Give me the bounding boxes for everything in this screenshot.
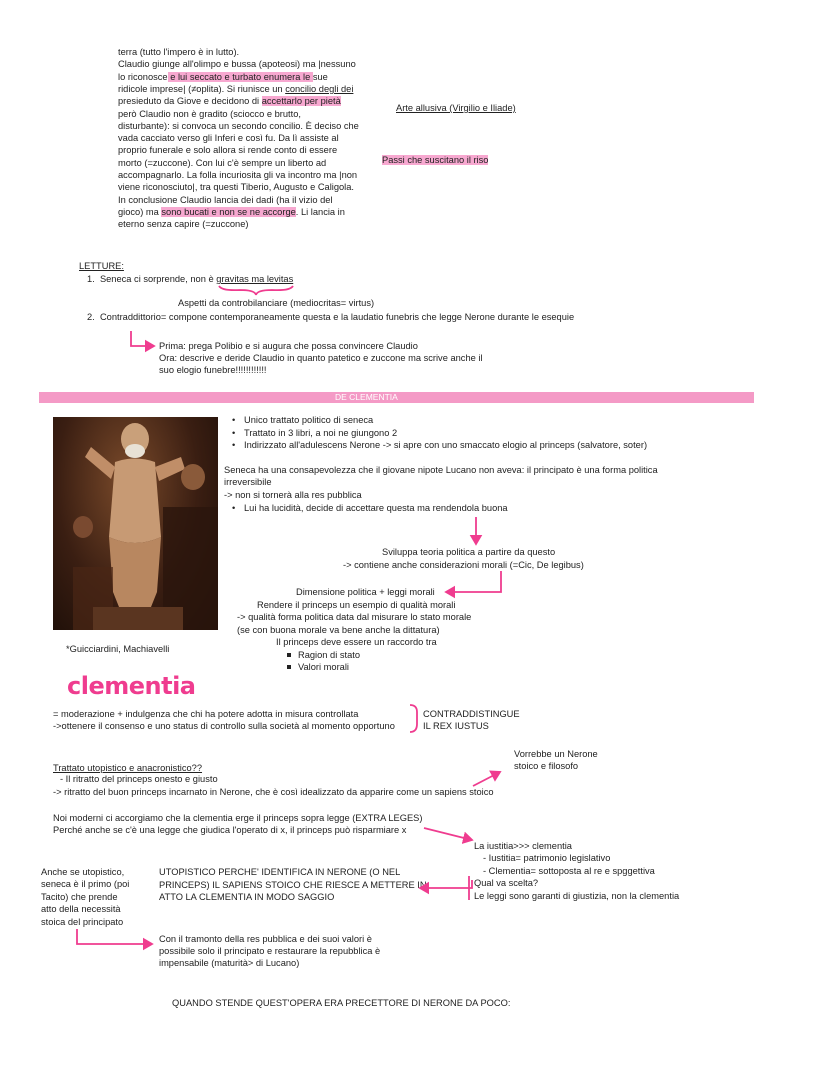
intro-line: viene riconosciuto|, tra questi Tiberio, Augusto e Caligola. (118, 182, 355, 193)
intro-line: lo riconosce e lui seccato e turbato enumera le sue (118, 71, 328, 82)
prima-ora-line-1: Prima: prega Polibio e si augura che possa convincere Claudio (159, 341, 418, 351)
letture-item-2: 2. Contraddittorio= compone contemporaneamente questa e la laudatio funebris che legge Nerone durante le esequie (87, 312, 575, 322)
arrow-iustitia (424, 828, 472, 840)
sviluppa-1: Sviluppa teoria politica a partire da questo (382, 547, 556, 557)
arrow-utopistico (420, 880, 472, 888)
intro-line: vada cacciato verso gli Inferi e così fu. Da lì assiste al (118, 133, 339, 144)
intro-line: terra (tutto l'impero è in lutto). (118, 47, 240, 57)
letture-item-1: 1. Seneca ci sorprende, non è gravitas ma levitas (87, 274, 294, 284)
raccordo-1: Ragion di stato (287, 649, 360, 662)
contraddistingue-2: IL REX IUSTUS (423, 721, 489, 731)
raccordo-2: Valori morali (287, 661, 349, 674)
intro-line: disturbante): si convoca un secondo concilio. È deciso che (118, 120, 359, 131)
anche-se-3: Tacito) che prende (41, 892, 118, 902)
anche-se-2: seneca è il primo (poi (41, 879, 130, 889)
tramonto-1: Con il tramonto della res pubblica e dei suoi valori è (159, 934, 372, 944)
trattato-line-1: - Il ritratto del princeps onesto e giusto (60, 774, 218, 784)
arrow-tramonto (77, 929, 152, 944)
lucidita-bullet: • Lui ha lucidità, decide di accettare questa ma rendendola buona (232, 503, 508, 513)
utopistico-1: UTOPISTICO PERCHE' IDENTIFICA IN NERONE (O NEL (159, 867, 401, 877)
dimensione-2: Rendere il princeps un esempio di qualità morali (257, 600, 456, 610)
moderni-2: Perché anche se c'è una legge che giudica l'operato di x, il princeps può risparmiare x (53, 825, 407, 835)
tramonto-2: possibile solo il principato e restaurare la repubblica è (159, 946, 381, 956)
anche-se-5: stoica del principato (41, 917, 124, 927)
dimensione-4: (se con buona morale va bene anche la dittatura) (237, 625, 440, 635)
intro-line: morto (=zuccone). Con lui c'è sempre un liberto ad (118, 157, 327, 168)
bullet-1: • Unico trattato politico di seneca (232, 415, 374, 425)
iustitia-1: La iustitia>>> clementia (474, 841, 572, 851)
bullet-2: • Trattato in 3 libri, a noi ne giungono 2 (232, 428, 398, 438)
consapevolezza-1: Seneca ha una consapevolezza che il giovane nipote Lucano non aveva: il principato è una forma politica (224, 465, 658, 475)
intro-line: Claudio giunge all'olimpo e bussa (apoteosi) ma |nessuno (118, 59, 356, 70)
intro-line: In conclusione Claudio lancia dei dadi (ha il vizio del (118, 194, 333, 205)
prima-ora-line-3: suo elogio funebre!!!!!!!!!!!! (159, 365, 267, 375)
guicciardini-note: *Guicciardini, Machiavelli (66, 644, 170, 654)
bullet-3: • Indirizzato all'adulescens Nerone -> si apre con uno smaccato elogio al princeps (salvatore, soter) (232, 440, 648, 450)
iustitia-3: - Clementia= sottoposta al re e spggettiva (483, 866, 655, 876)
prima-ora-line-2: Ora: descrive e deride Claudio in quanto patetico e zuccone ma scrive anche il (159, 353, 483, 363)
letture-heading: LETTURE: (79, 261, 124, 271)
intro-line: presieduto da Giove e decidono di accettarlo per pietà (118, 96, 341, 107)
banner-title: DE CLEMENTIA (335, 392, 398, 402)
anche-se-4: atto della necessità (41, 904, 121, 914)
intro-line: gioco) ma sono bucati e non se ne accorge. Li lancia in (118, 206, 345, 217)
sviluppa-2: -> contiene anche considerazioni morali (=Cic, De legibus) (343, 560, 584, 570)
tramonto-3: impensabile (maturità> di Lucano) (159, 958, 300, 968)
vorrebbe-1: Vorrebbe un Nerone (514, 749, 598, 759)
side-note-riso: Passi che suscitano il riso (382, 155, 489, 165)
iustitia-5: Le leggi sono garanti di giustizia, non la clementia (474, 891, 680, 901)
iustitia-4: Qual va scelta? (474, 878, 539, 888)
anche-se-1: Anche se utopistico, (41, 867, 125, 877)
side-note-arte: Arte allusiva (Virgilio e Iliade) (396, 103, 516, 113)
iustitia-2: - Iustitia= patrimonio legislativo (483, 853, 611, 863)
quando-line: QUANDO STENDE QUEST'OPERA ERA PRECETTORE DI NERONE DA POCO: (172, 998, 511, 1008)
dimensione-5: Il princeps deve essere un raccordo tra (276, 637, 437, 647)
brace-curly (219, 286, 293, 295)
contraddistingue-1: CONTRADDISTINGUE (423, 709, 520, 719)
utopistico-2: PRINCEPS) IL SAPIENS STOICO CHE RIESCE A METTERE IN (159, 880, 427, 890)
aspetti-note: Aspetti da controbilanciare (mediocritas= virtus) (178, 298, 375, 308)
arrow-dimensione (446, 571, 501, 592)
arrow-prima (131, 331, 154, 346)
intro-line: eterno senza capire (=zuccone) (118, 219, 249, 230)
clementia-def-2: ->ottenere il consenso e uno status di controllo sulla società al momento opportuno (53, 721, 395, 731)
dimensione-3: -> qualità forma politica data dal misurare lo stato morale (237, 612, 472, 622)
bracket-contraddistingue (410, 705, 417, 732)
intro-line: però Claudio non è gradito (sciocco e brutto, (118, 108, 301, 119)
intro-line: accompagnarlo. La folla incuriosita gli va incontro ma |non (118, 170, 358, 180)
consapevolezza-2: irreversibile (224, 477, 272, 487)
intro-line: ridicole imprese| (≠oplita). Si riunisce un concilio degli dei (118, 83, 354, 94)
dimensione-1: Dimensione politica + leggi morali (296, 587, 435, 597)
clementia-title: clementia (67, 672, 196, 700)
clementia-def-1: = moderazione + indulgenza che chi ha potere adotta in misura controllata (53, 709, 359, 719)
consapevolezza-3: -> non si tornerà alla res pubblica (224, 490, 362, 500)
vorrebbe-2: stoico e filosofo (514, 761, 579, 771)
trattato-line-2: -> ritratto del buon princeps incarnato in Nerone, che è così idealizzato da apparire come un sapiens stoico (53, 787, 494, 797)
intro-line: proprio funerale e solo allora si rende conto di essere (118, 145, 338, 156)
utopistico-3: ATTO LA CLEMENTIA IN MODO SAGGIO (159, 892, 335, 902)
moderni-1: Noi moderni ci accorgiamo che la clementia erge il princeps sopra legge (EXTRA LEGES) (53, 813, 423, 823)
arrow-vorrebbe (473, 772, 500, 786)
trattato-heading: Trattato utopistico e anacronistico?? (53, 763, 203, 773)
